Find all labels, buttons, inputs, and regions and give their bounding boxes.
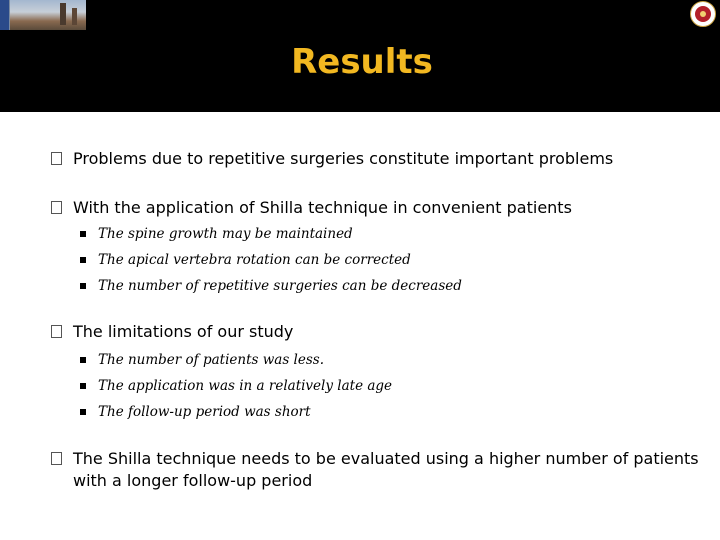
filled-square-icon [80, 383, 86, 389]
filled-square-icon [80, 231, 86, 237]
sub-bullet-item [80, 277, 680, 295]
hollow-square-icon [51, 152, 62, 165]
title-bar [0, 0, 720, 112]
conference-logo [0, 0, 86, 30]
hollow-square-icon [51, 452, 62, 465]
hollow-square-icon [51, 325, 62, 338]
filled-square-icon [80, 357, 86, 363]
filled-square-icon [80, 257, 86, 263]
bullet-item [51, 197, 709, 219]
sub-bullet-text: The apical vertebra rotation can be corrected [98, 252, 411, 268]
filled-square-icon [80, 409, 86, 415]
sub-bullet-text: The number of patients was less. [98, 352, 324, 368]
sub-bullet-text: The spine growth may be maintained [98, 226, 353, 242]
hollow-square-icon [51, 201, 62, 214]
seal-core [700, 11, 706, 17]
bullet-text: The Shilla technique needs to be evaluated using a higher number of patients with a longer follow-up period [73, 449, 699, 490]
seal-inner [695, 6, 711, 22]
logo-strip [0, 0, 9, 30]
bullet-text: The limitations of our study [73, 322, 294, 341]
sub-bullet-item [80, 403, 680, 421]
filled-square-icon [80, 283, 86, 289]
bullet-item [51, 448, 709, 492]
sub-bullet-text: The follow-up period was short [98, 404, 311, 420]
university-seal-logo [690, 1, 716, 27]
sub-bullet-item [80, 225, 680, 243]
sub-bullet-item [80, 377, 680, 395]
sub-bullet-item [80, 251, 680, 269]
sub-bullet-item [80, 351, 680, 369]
slide-title: Results [291, 42, 433, 82]
bullet-item [51, 321, 709, 343]
bullet-item [51, 148, 709, 170]
sub-bullet-text: The number of repetitive surgeries can be decreased [98, 278, 462, 294]
sub-bullet-text: The application was in a relatively late age [98, 378, 393, 394]
logo-tower-2 [72, 8, 77, 25]
bullet-text: With the application of Shilla technique in convenient patients [73, 198, 572, 217]
bullet-text: Problems due to repetitive surgeries constitute important problems [73, 149, 614, 168]
logo-tower [60, 3, 66, 25]
